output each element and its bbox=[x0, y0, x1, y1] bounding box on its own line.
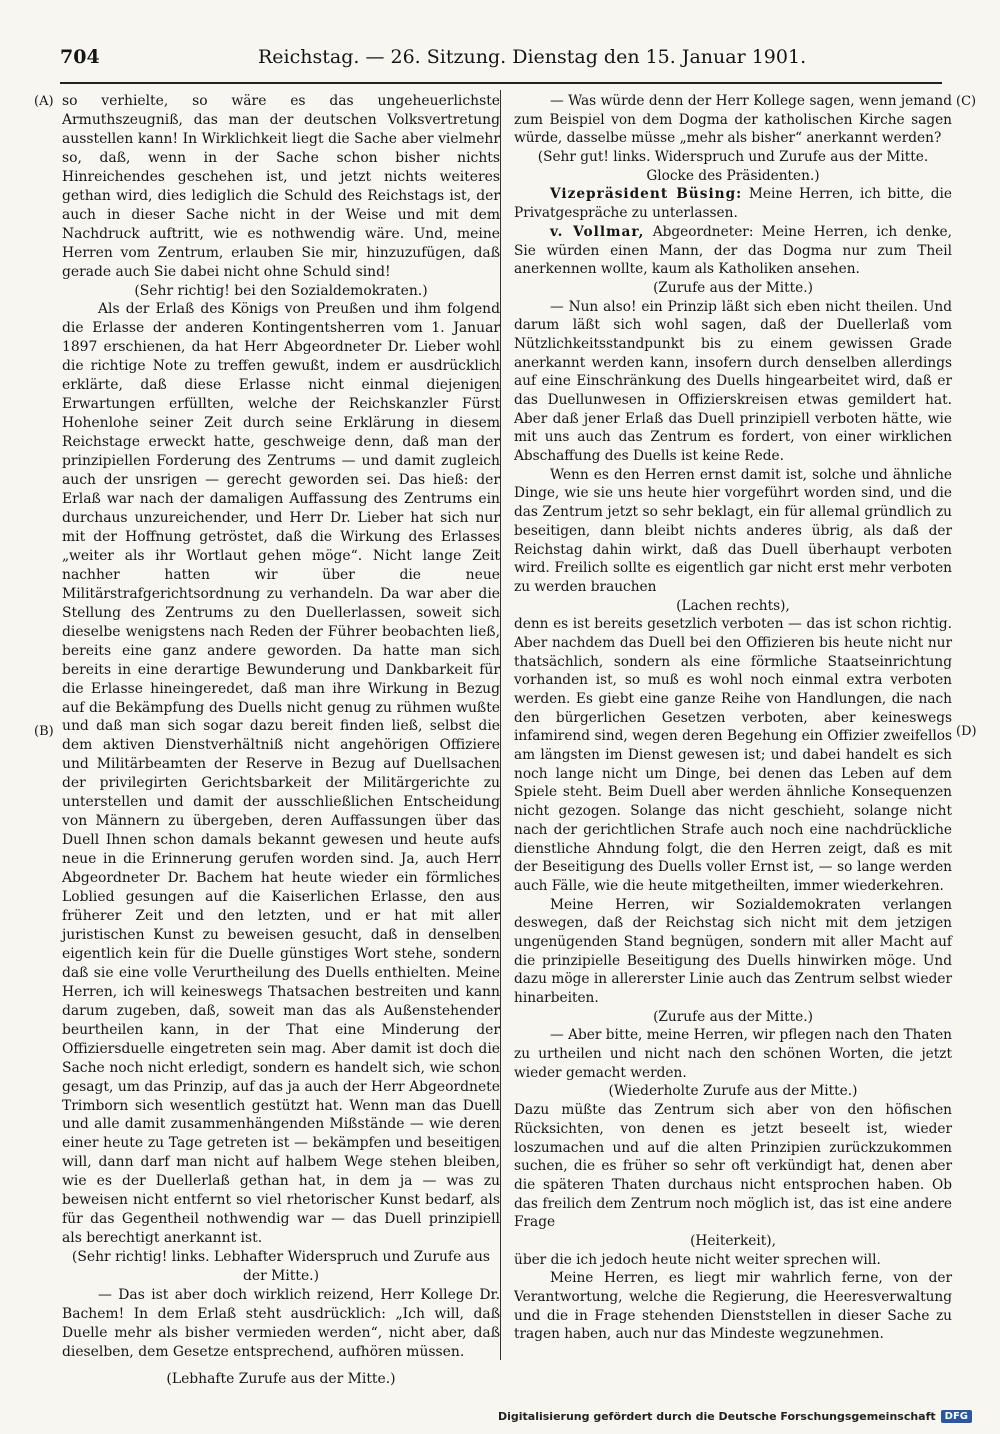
right-column bbox=[514, 92, 952, 1344]
paragraph: Wenn es den Herren ernst damit ist, solche und ähnliche Dinge, wie sie uns heute hier vorgeführt worden sind, und die das Zentrum jetzt so sehr beklagt, ein für allemal gründlich zu beseitigen, dann bleibt nichts anderes übrig, als daß der Reichstag dahin wirkt, daß das Duell überhaupt verboten wird. Freilich sollte es eigentlich gar nicht erst mehr verboten zu werden brauchen bbox=[514, 466, 952, 595]
speaker-paragraph bbox=[514, 223, 952, 279]
paragraph: Als der Erlaß des Königs von Preußen und ihm folgend die Erlasse der anderen Kontingentsherren vom 1. Januar 1897 erschienen, da hat Herr Abgeordneter Dr. Lieber wohl die richtige Note zu treffen gewußt, indem er ausdrücklich erklärte, daß diese Erlasse nicht einmal diejenigen Erwartungen erfüllten, welche der Reichskanzler Fürst Hohenlohe seiner Zeit durch seine Erklärung in diesem Reichstage erweckt hatte, geschweige denn, daß man der prinzipiellen Forderung des Zentrums — und damit zugleich auch der unsrigen — gerecht geworden sei. Das hieß: der Erlaß war nach der damaligen Auffassung des Zentrums ein durchaus unzureichender, und Herr Dr. Lieber hat sich nur mit der Hoffnung getröstet, daß die Wirkung des Erlasses „weiter als ihr Wortlaut gehen möge“. Nicht lange Zeit nachher hatten wir über die neue Militärstrafgerichtsordnung zu verhandeln. Da war aber die Stellung des Zentrums zu den Duellerlassen, soweit sich dieselbe wenigstens nach Reden der Führer beobachten ließ, bereits eine ganz andere geworden. Da hatte man sich bereits in eine derartige Bewunderung und Dankbarkeit für die Erlasse hineingeredet, daß man ihre Wirkung in Bezug auf die Bekämpfung des Duells nicht genug zu rühmen wußte und daß man sich sogar dazu bereit finden ließ, selbst die dem aktiven Dienstverhältniß nicht angehörigen Offiziere und Militärbeamten der Reserve in Bezug auf Duellsachen der privilegirten Gerichtsbarkeit der Militärgerichte zu unterstellen und damit der ausschließlichen Entscheidung von Männern zu übergeben, deren Auffassungen über das Duell Ihnen schon damals bekannt gewesen und heute aufs neue in die Erinnerung gerufen worden sind. Ja, auch Herr Abgeordneter Dr. Bachem hat heute wieder ein förmliches Loblied gesungen auf die Kaiserlichen Erlasse, den aus früherer Zeit und den letzten, und er hat mit aller juristischen Kunst zu beweisen gesucht, daß in denselben eigentlich kein für die Duelle günstiges Wort stehe, sondern daß sie eine volle Verurtheilung des Duells enthielten. Meine Herren, ich will keineswegs Thatsachen bestreiten und kann darum zugeben, daß, soweit man das als Außenstehender beurtheilen kann, in der That eine Minderung der Offiziersduelle eingetreten sein mag. Aber damit ist doch die Sache noch nicht erledigt, sondern es handelt sich, wie schon gesagt, um das Prinzip, auf das ja auch der Herr Abgeordnete Trimborn sich wesentlich gestützt hat. Wenn man das Duell und alle damit zusammenhängenden Mißstände — wie deren einer heute zu Tage getreten ist — bekämpfen und beseitigen will, dann darf man nicht auf halbem Wege stehen bleiben, wie es der Duellerlaß gethan hat, in dem ja — was zu beweisen nicht entfernt so viel rhetorischer Kunst bedarf, als für das Gegentheil nothwendig war — das Duell prinzipiell als berechtigt anerkannt ist. bbox=[62, 301, 500, 1247]
speaker-name: v. Vollmar, bbox=[550, 223, 645, 240]
paragraph: — Was würde denn der Herr Kollege sagen, wenn jemand zum Beispiel von dem Dogma der katholischen Kirche sagen würde, dasselbe müsse „mehr als bisher“ anerkannt werden? bbox=[514, 93, 952, 147]
speaker-paragraph bbox=[514, 185, 952, 222]
paragraph: — Das ist aber doch wirklich reizend, Herr Kollege Dr. Bachem! In dem Erlaß steht ausdrücklich: „Ich will, daß Duelle mehr als bisher vermieden werden“, nicht aber, daß dieselben, dem Gesetze entsprechend, aufhören müssen. bbox=[62, 1287, 500, 1360]
interjection: (Sehr richtig! bei den Sozialdemokraten.) bbox=[134, 282, 428, 299]
interjection: (Heiterkeit), bbox=[690, 1232, 776, 1249]
interjection: (Zurufe aus der Mitte.) bbox=[653, 279, 813, 296]
page-header bbox=[60, 42, 942, 72]
paragraph: Dazu müßte das Zentrum sich aber von den höfischen Rücksichten, von denen es jetzt beseelt ist, wieder loszumachen und auf die alten Prinzipien zurückzukommen suchen, die es früher so sehr oft verkündigt hat, denen aber die späteren Thaten durchaus nicht entsprochen haben. Ob das freilich dem Zentrum noch möglich ist, das ist eine andere Frage bbox=[514, 1102, 952, 1231]
dfg-logo: DFG bbox=[941, 1410, 972, 1423]
speech-text: Abgeordneter: Meine Herren, ich denke, Sie würden einen Mann, der das Dogma nur zum Theil anerkennen wollte, kaum als Katholiken ansehen. bbox=[514, 223, 952, 278]
paragraph: denn es ist bereits gesetzlich verboten — das ist schon richtig. Aber nachdem das Duell bei den Offizieren bis heute nicht nur thatsächlich, sondern als eine förmliche Staatseinrichtung vorhanden ist, so muß es wohl noch einmal extra verboten werden. Es giebt eine ganze Reihe von Handlungen, die nach den bürgerlichen Gesetzen verboten, aber keineswegs infamirend sind, wegen deren Begehung ein Offizier zweifellos am längsten im Dienst gewesen ist; und dabei handelt es sich noch lange nicht um Dinge, bei denen das Leben auf dem Spiele steht. Beim Duell aber werden ähnliche Konsequenzen nicht gezogen. Solange das nicht geschieht, solange nicht nach der gerichtlichen Strafe auch noch eine nachdrückliche dienstliche Ahndung folgt, die den Herren zeigt, daß es mit der Beseitigung des Duells voller Ernst ist, — so lange werden auch Fälle, wie die heute mitgetheilten, immer wiederkehren. bbox=[514, 616, 952, 894]
interjection: (Zurufe aus der Mitte.) bbox=[653, 1008, 813, 1025]
running-head: Reichstag. — 26. Sitzung. Dienstag den 15. Januar 1901. bbox=[258, 46, 807, 68]
footer-credit: Digitalisierung gefördert durch die Deutsche Forschungsgemeinschaft bbox=[497, 1410, 936, 1423]
interjection: (Wiederholte Zurufe aus der Mitte.) bbox=[608, 1083, 858, 1100]
margin-marker-b: (B) bbox=[34, 724, 54, 739]
footer bbox=[498, 1410, 972, 1423]
paragraph: — Nun also! ein Prinzip läßt sich eben nicht theilen. Und darum läßt sich wohl sagen, daß der Duellerlaß vom Nützlichkeitsstandpunkt bis zu einem gewissen Grade anerkannt werden kann, insofern durch denselben allerdings auf eine Einschränkung des Duells hingearbeitet wird, daß er das Duellunwesen in Offizierskreisen etwas gemildert hat. Aber daß jener Erlaß das Duell prinzipiell verboten hätte, wie mit uns auch das Zentrum es fordert, von einer wirklichen Abschaffung des Duells ist keine Rede. bbox=[514, 298, 952, 465]
speaker-name: Vizepräsident Büsing: bbox=[550, 186, 743, 203]
margin-marker-a: (A) bbox=[34, 94, 54, 109]
margin-marker-c: (C) bbox=[956, 94, 977, 109]
left-column bbox=[62, 92, 500, 1389]
paragraph: Meine Herren, es liegt mir wahrlich ferne, von der Verantwortung, welche die Regierung, die Heeresverwaltung und die in Frage stehenden Dienststellen in dieser Sache zu tragen haben, auch nur das Mindeste wegzunehmen. bbox=[514, 1270, 952, 1343]
interjection: (Sehr gut! links. Widerspruch und Zurufe aus der Mitte. Glocke des Präsidenten.) bbox=[537, 149, 929, 184]
column-divider bbox=[500, 90, 501, 1360]
interjection: (Lebhafte Zurufe aus der Mitte.) bbox=[166, 1370, 396, 1387]
paragraph: — Aber bitte, meine Herren, wir pflegen nach den Thaten zu urtheilen und nicht nach den schönen Worten, die jetzt wieder gemacht werden. bbox=[514, 1027, 952, 1081]
margin-marker-d: (D) bbox=[956, 724, 977, 739]
paragraph: so verhielte, so wäre es das ungeheuerlichste Armuthszeugniß, das man der deutschen Volksvertretung ausstellen kann! In Wirklichkeit liegt die Sache aber vielmehr so, daß, wenn in der Sache schon bisher nichts Hinreichendes geschehen ist, und jetzt nichts weiteres gethan wird, dies lediglich die Schuld des Reichstags ist, der auch in dieser Sache nicht in der Weise und mit dem Nachdruck auftritt, wie es nothwendig wäre. Und, meine Herren vom Zentrum, erlauben Sie mir, hinzuzufügen, daß gerade auch Sie dabei nicht ohne Schuld sind! bbox=[62, 93, 500, 280]
paragraph: über die ich jedoch heute nicht weiter sprechen will. bbox=[514, 1251, 881, 1268]
page-number: 704 bbox=[60, 46, 100, 68]
paragraph: Meine Herren, wir Sozialdemokraten verlangen deswegen, daß der Reichstag sich nicht mit dem jetzigen ungenügenden Stand begnügen, sondern mit aller Macht auf die prinzipielle Beseitigung des Duells hinwirken möge. Und dazu möge in allererster Linie auch das Zentrum selbst wieder hinarbeiten. bbox=[514, 896, 952, 1006]
interjection: (Sehr richtig! links. Lebhafter Widerspruch und Zurufe aus der Mitte.) bbox=[71, 1249, 491, 1285]
header-rule bbox=[60, 82, 942, 84]
interjection: (Lachen rechts), bbox=[676, 597, 790, 614]
speech-text: Meine Herren, ich bitte, die Privatgespräche zu unterlassen. bbox=[514, 186, 952, 222]
